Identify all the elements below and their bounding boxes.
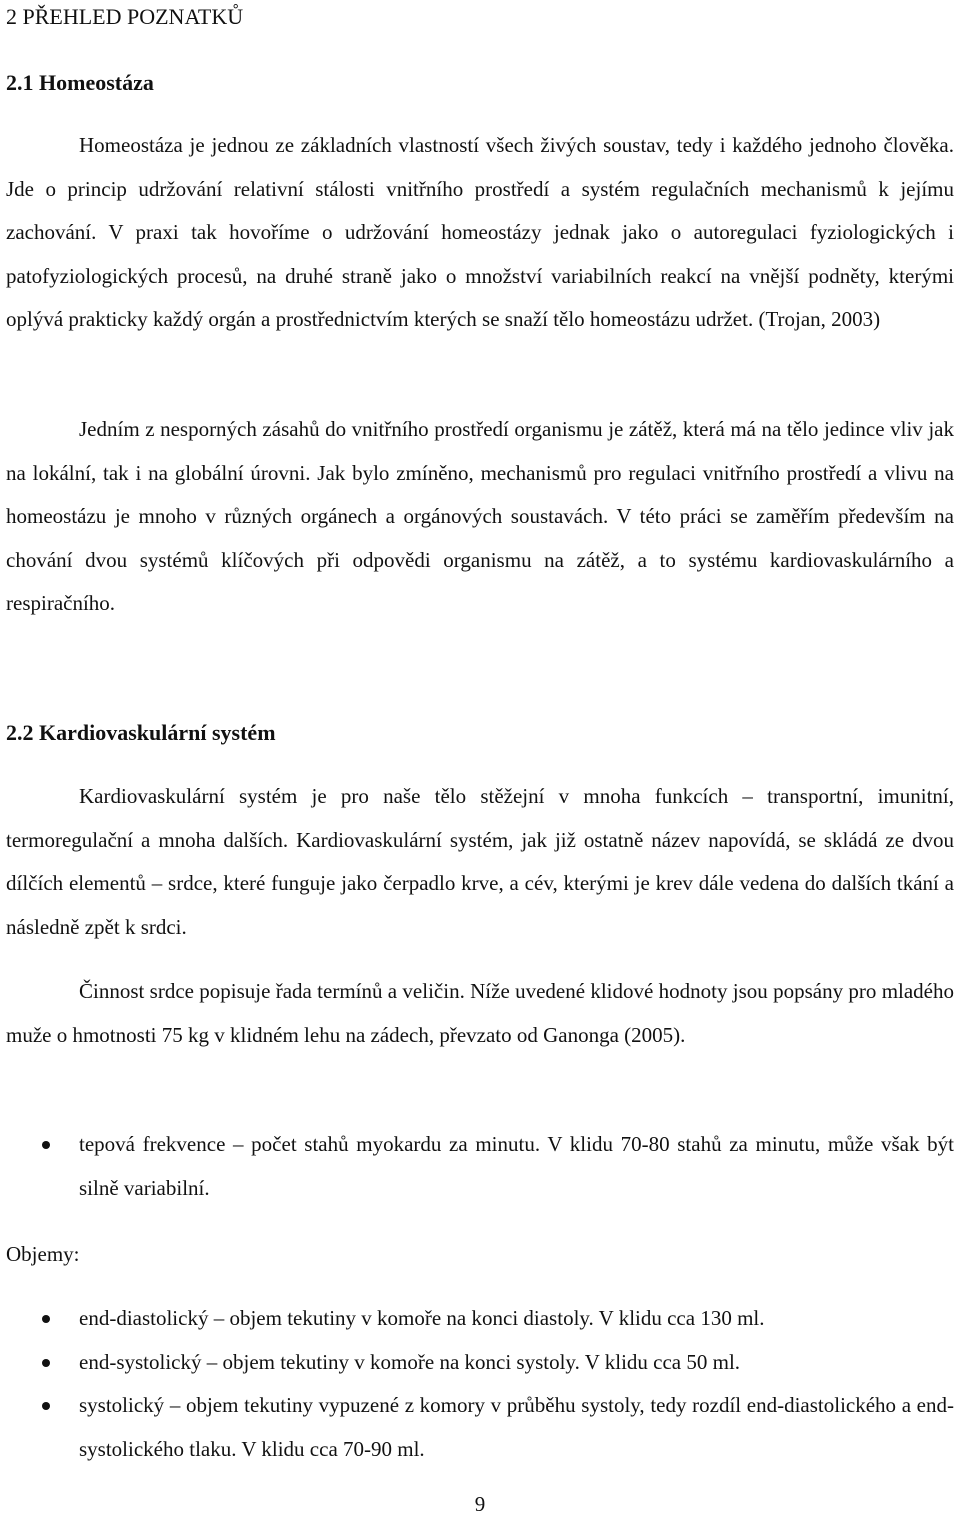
paragraph-cardiovascular-1: Kardiovaskulární systém je pro naše tělo stěžejní v mnoha funkcích – transportní, imunitní, termoregulační a mnoha dalších. Kardiovaskulární systém, jak již ostatně název napovídá, se skládá ze dvou dílčích elementů – srdce, které funguje jako čerpadlo krve, a cév, kterými je krev dále vedena do dalších tkání a následně zpět k srdci. <box>6 784 954 939</box>
bullet-list-heart-rate <box>6 1123 954 1210</box>
bullet-icon <box>42 1141 50 1149</box>
list-item: end-diastolický – objem tekutiny v komoře na konci diastoly. V klidu cca 130 ml. <box>6 1297 954 1341</box>
chapter-heading: 2 PŘEHLED POZNATKŮ <box>6 4 244 29</box>
bullet-icon <box>42 1315 50 1323</box>
bullet-list-volumes <box>6 1297 954 1471</box>
bullet-icon <box>42 1402 50 1410</box>
section-heading-cardiovascular: 2.2 Kardiovaskulární systém <box>6 720 276 745</box>
bullet-icon <box>42 1359 50 1367</box>
list-item: systolický – objem tekutiny vypuzené z komory v průběhu systoly, tedy rozdíl end-diastolického a end-systolického tlaku. V klidu cca 70-90 ml. <box>6 1384 954 1471</box>
paragraph-homeostasis-2: Jedním z nesporných zásahů do vnitřního prostředí organismu je zátěž, která má na tělo jedince vliv jak na lokální, tak i na globální úrovni. Jak bylo zmíněno, mechanismů pro regulaci vnitřního prostředí a vlivu na homeostázu je mnoho v různých orgánech a orgánových soustavách. V této práci se zaměřím především na chování dvou systémů klíčových při odpovědi organismu na zátěž, a to systému kardiovaskulárního a respiračního. <box>6 417 954 616</box>
section-heading-homeostasis: 2.1 Homeostáza <box>6 70 154 95</box>
paragraph-homeostasis-1: Homeostáza je jednou ze základních vlastností všech živých soustav, tedy i každého jednoho člověka. Jde o princip udržování relativní stálosti vnitřního prostředí a systém regulačních mechanismů k jejímu zachování. V praxi tak hovoříme o udržování homeostázy jednak jako o autoregulaci fyziologických i patofyziologických procesů, na druhé straně jako o množství variabilních reakcí na vnější podněty, kterými oplývá prakticky každý orgán a prostřednictvím kterých se snaží tělo homeostázu udržet. (Trojan, 2003) <box>6 133 954 332</box>
list-item: end-systolický – objem tekutiny v komoře na konci systoly. V klidu cca 50 ml. <box>6 1341 954 1385</box>
page-number: 9 <box>474 1492 486 1516</box>
volumes-label: Objemy: <box>6 1242 80 1266</box>
paragraph-cardiovascular-2: Činnost srdce popisuje řada termínů a veličin. Níže uvedené klidové hodnoty jsou popsány pro mladého muže o hmotnosti 75 kg v klidném lehu na zádech, převzato od Ganonga (2005). <box>6 979 954 1047</box>
list-item: tepová frekvence – počet stahů myokardu za minutu. V klidu 70-80 stahů za minutu, může však být silně variabilní. <box>6 1123 954 1210</box>
